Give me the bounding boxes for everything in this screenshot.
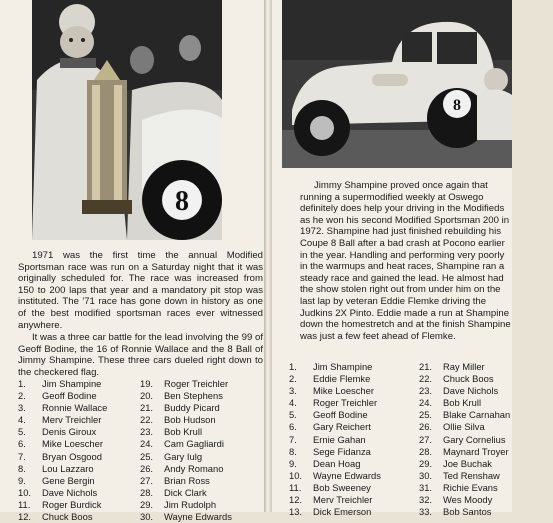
finish-position: 8. <box>18 462 26 474</box>
finish-position: 22. <box>419 373 433 385</box>
finish-position: 3. <box>289 385 297 397</box>
finish-position: 5. <box>18 426 26 438</box>
finish-position: 7. <box>18 450 26 462</box>
finish-position: 12. <box>18 511 32 523</box>
driver-name: Bob Hudson <box>164 414 216 426</box>
finish-position: 13. <box>289 506 303 518</box>
driver-name: Eddie Flemke <box>313 373 371 385</box>
result-row <box>140 438 274 450</box>
finish-position: 4. <box>18 414 26 426</box>
finish-position: 10. <box>289 469 303 481</box>
result-row <box>140 426 274 438</box>
driver-name: Gary Cornelius <box>443 433 506 445</box>
result-row <box>140 378 274 390</box>
result-row <box>18 426 152 438</box>
result-row <box>289 373 423 385</box>
result-row <box>140 451 274 463</box>
result-row <box>419 482 553 494</box>
result-row <box>18 487 152 499</box>
finish-position: 11. <box>289 481 302 493</box>
result-row <box>289 506 423 518</box>
driver-name: Jim Shampine <box>313 361 373 372</box>
result-row <box>140 511 274 523</box>
finish-position: 24. <box>419 397 433 409</box>
result-row <box>18 499 152 511</box>
finish-position: 11. <box>18 498 31 510</box>
results-1972-column-1 <box>289 361 423 518</box>
finish-position: 3. <box>18 402 26 414</box>
driver-name: Bob Sweeney <box>313 481 371 493</box>
driver-name: Jim Rudolph <box>164 498 217 510</box>
finish-position: 25. <box>140 450 154 462</box>
finish-position: 25. <box>419 409 433 421</box>
driver-name: Gary Iulg <box>164 450 203 462</box>
results-1971-column-1 <box>18 378 152 523</box>
result-row <box>140 463 274 475</box>
driver-name: Ollie Silva <box>443 421 485 433</box>
result-row <box>140 487 274 499</box>
right-caption <box>300 180 512 342</box>
book-gutter <box>264 0 272 512</box>
result-row <box>289 361 423 373</box>
finish-position: 28. <box>419 445 433 457</box>
result-row <box>140 390 274 402</box>
result-row <box>140 499 274 511</box>
result-row <box>289 409 423 421</box>
finish-position: 4. <box>289 397 297 409</box>
driver-name: Ted Renshaw <box>443 469 500 481</box>
result-row <box>18 511 152 523</box>
driver-name: Mike Loescher <box>42 438 103 450</box>
driver-name: Ray Miller <box>443 361 485 372</box>
finish-position: 2. <box>18 390 26 402</box>
result-row <box>419 470 553 482</box>
finish-position: 28. <box>140 486 154 498</box>
result-row <box>289 421 423 433</box>
result-row <box>419 458 553 470</box>
finish-position: 22. <box>140 414 154 426</box>
result-row <box>419 506 553 518</box>
driver-name: Dave Nichols <box>42 486 98 498</box>
left-caption <box>18 250 263 380</box>
result-row <box>18 402 152 414</box>
finish-position: 30. <box>419 469 433 481</box>
driver-name: Bob Santos <box>443 506 492 518</box>
result-row <box>419 397 553 409</box>
finish-position: 19. <box>140 378 154 389</box>
finish-position: 10. <box>18 486 32 498</box>
result-row <box>289 385 423 397</box>
finish-position: 7. <box>289 433 297 445</box>
result-row <box>419 446 553 458</box>
finish-position: 21. <box>419 361 433 372</box>
finish-position: 23. <box>140 426 154 438</box>
driver-name: Dean Hoag <box>313 457 361 469</box>
driver-name: Ernie Gahan <box>313 433 366 445</box>
driver-name: Ronnie Wallace <box>42 402 108 414</box>
finish-position: 33. <box>419 506 433 518</box>
finish-position: 5. <box>289 409 297 421</box>
driver-name: Sege Fidanza <box>313 445 371 457</box>
driver-name: Roger Treichler <box>164 378 229 389</box>
driver-name: Wayne Edwards <box>313 469 381 481</box>
driver-name: Bob Krull <box>164 426 203 438</box>
driver-name: Lou Lazzaro <box>42 462 94 474</box>
result-row <box>419 385 553 397</box>
results-1972-column-2 <box>419 361 553 518</box>
driver-name: Chuck Boos <box>443 373 494 385</box>
driver-name: Jim Shampine <box>42 378 102 389</box>
driver-name: Dick Clark <box>164 486 207 498</box>
driver-name: Merv Treichler <box>313 494 373 506</box>
driver-name: Bob Krull <box>443 397 482 409</box>
result-row <box>140 402 274 414</box>
finish-position: 29. <box>140 498 154 510</box>
driver-name: Cam Gagliardi <box>164 438 224 450</box>
driver-name: Buddy Picard <box>164 402 220 414</box>
driver-name: Brian Ross <box>164 474 210 486</box>
driver-name: Andy Romano <box>164 462 224 474</box>
result-row <box>419 434 553 446</box>
result-row <box>289 397 423 409</box>
driver-name: Roger Burdick <box>42 498 102 510</box>
right-caption-paragraph-1: Jimmy Shampine proved once again that running a supermodified weekly at Oswego definitely does help your driving in the Modifieds as he won his second Modified Sportsman 200 in 1972. Shampine had just finished rebuilding his Coupe 8 Ball after a bad crash at Pocono earlier in the year. Handling and performing very poorly in the warmups and heat races, Shampine ran a steady race and gained the lead. He almost had the show stolen right out from under him on the last lap by veteran Eddie Flemke driving the Judkins 2X Pinto. Eddie made a run at Shampine down the homestretch and at the finish Shampine was just a few feet ahead of Flemke. <box>300 180 511 342</box>
driver-name: Dick Emerson <box>313 506 372 518</box>
finish-position: 20. <box>140 390 154 402</box>
finish-position: 32. <box>419 494 433 506</box>
left-page <box>0 0 264 523</box>
finish-position: 12. <box>289 494 303 506</box>
result-row <box>289 434 423 446</box>
result-row <box>140 475 274 487</box>
result-row <box>289 494 423 506</box>
race-car-photo <box>282 0 512 168</box>
finish-position: 27. <box>419 433 433 445</box>
driver-name: Mike Loescher <box>313 385 374 397</box>
driver-name: Gene Bergin <box>42 474 95 486</box>
driver-name: Geoff Bodine <box>42 390 97 402</box>
eight-ball-number: 8 <box>175 186 189 217</box>
driver-trophy-photo <box>32 0 222 240</box>
finish-position: 31. <box>419 481 433 493</box>
result-row <box>419 494 553 506</box>
finish-position: 2. <box>289 373 297 385</box>
driver-name: Geoff Bodine <box>313 409 368 421</box>
finish-position: 27. <box>140 474 154 486</box>
result-row <box>18 414 152 426</box>
driver-name: Roger Treichler <box>313 397 378 409</box>
result-row <box>18 475 152 487</box>
result-row <box>289 446 423 458</box>
driver-name: Richie Evans <box>443 481 498 493</box>
left-caption-paragraph-2: It was a three car battle for the lead involving the 99 of Geoff Bodine, the 16 of Ronnie Wallace and the 8 Ball of Jimmy Shampine. These three cars dueled right down to the checkered flag. <box>18 332 263 378</box>
finish-position: 26. <box>140 462 154 474</box>
finish-position: 21. <box>140 402 154 414</box>
driver-name: Blake Carnahan <box>443 409 511 421</box>
driver-name: Gary Reichert <box>313 421 371 433</box>
result-row <box>18 378 152 390</box>
left-caption-paragraph-1: 1971 was the first time the annual Modified Sportsman race was run on a Saturday night that it was originally scheduled for. The race was increased from 150 to 200 laps that year and a mandatory pit stop was instituted. The '71 race has gone down in history as one of the best modified sportsman races ever witnessed anywhere. <box>18 250 263 331</box>
finish-position: 8. <box>289 445 297 457</box>
result-row <box>140 414 274 426</box>
finish-position: 30. <box>140 511 154 523</box>
driver-name: Denis Giroux <box>42 426 97 438</box>
finish-position: 29. <box>419 457 433 469</box>
results-1971-column-2 <box>140 378 274 523</box>
result-row <box>419 421 553 433</box>
finish-position: 1. <box>18 378 26 389</box>
driver-name: Chuck Boos <box>42 511 93 523</box>
car-eight-ball-number: 8 <box>453 97 461 114</box>
driver-name: Wes Moody <box>443 494 493 506</box>
result-row <box>419 409 553 421</box>
finish-position: 6. <box>289 421 297 433</box>
driver-name: Bryan Osgood <box>42 450 102 462</box>
driver-name: Maynard Troyer <box>443 445 509 457</box>
result-row <box>18 463 152 475</box>
result-row <box>419 373 553 385</box>
finish-position: 6. <box>18 438 26 450</box>
result-row <box>18 438 152 450</box>
finish-position: 24. <box>140 438 154 450</box>
driver-name: Wayne Edwards <box>164 511 232 523</box>
driver-name: Ben Stephens <box>164 390 223 402</box>
finish-position: 23. <box>419 385 433 397</box>
driver-name: Joe Buchak <box>443 457 492 469</box>
driver-trophy-photo-art <box>32 0 222 240</box>
race-car-photo-art <box>282 0 512 168</box>
result-row <box>289 482 423 494</box>
result-row <box>419 361 553 373</box>
result-row <box>18 451 152 463</box>
finish-position: 9. <box>289 457 297 469</box>
finish-position: 26. <box>419 421 433 433</box>
result-row <box>289 458 423 470</box>
finish-position: 9. <box>18 474 26 486</box>
result-row <box>18 390 152 402</box>
driver-name: Dave Nichols <box>443 385 499 397</box>
result-row <box>289 470 423 482</box>
finish-position: 1. <box>289 361 297 372</box>
driver-name: Merv Treichler <box>42 414 102 426</box>
